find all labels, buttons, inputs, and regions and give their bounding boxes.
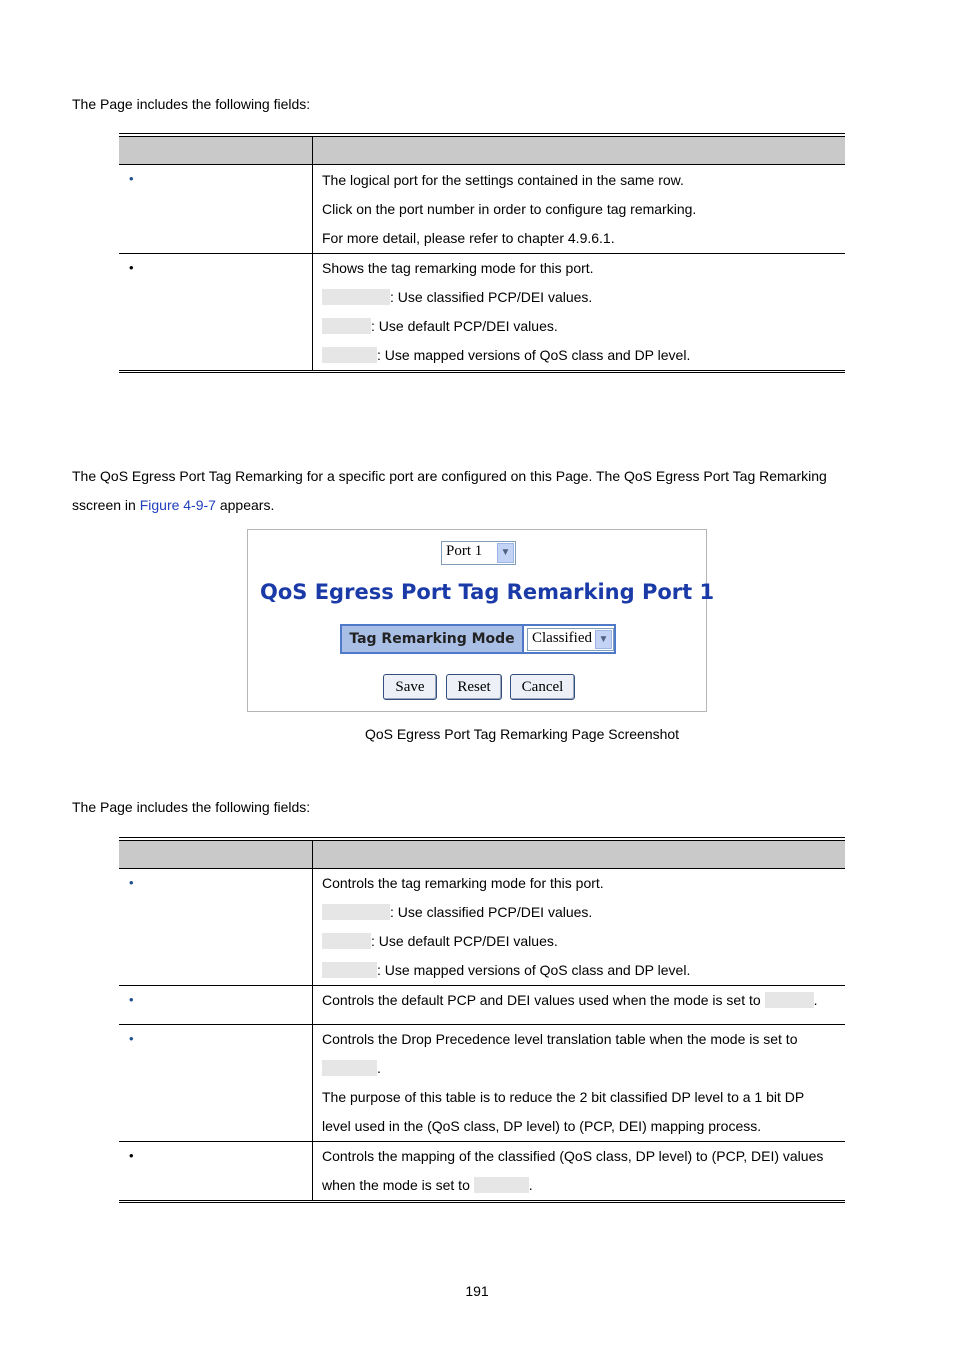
tag-remarking-mode-row xyxy=(340,624,616,654)
cell-text: For more detail, please refer to chapter 4.9.6.1. xyxy=(322,230,615,246)
cell-text: Click on the port number in order to configure tag remarking. xyxy=(322,201,697,217)
cell-text: : Use mapped versions of QoS class and DP level. xyxy=(377,962,691,978)
cell-text: when the mode is set to xyxy=(322,1177,470,1193)
redacted-term xyxy=(322,318,371,334)
table-row xyxy=(119,1025,845,1142)
cell-text: The purpose of this table is to reduce the 2 bit classified DP level to a 1 bit DP xyxy=(322,1089,805,1105)
cancel-button[interactable]: Cancel xyxy=(510,674,575,700)
redacted-term xyxy=(322,904,390,920)
tag-remarking-mode-select[interactable] xyxy=(527,628,614,651)
chevron-down-icon: ▼ xyxy=(497,543,514,563)
cell-text: Shows the tag remarking mode for this port. xyxy=(322,260,594,276)
fields-table-2 xyxy=(119,840,845,1203)
redacted-term xyxy=(322,1060,377,1076)
description-text: appears. xyxy=(215,497,275,513)
bullet-icon: • xyxy=(129,1148,134,1163)
figure-caption: QoS Egress Port Tag Remarking Page Screenshot xyxy=(364,726,680,742)
bullet-icon: • xyxy=(129,1031,134,1046)
reset-button[interactable]: Reset xyxy=(446,674,502,700)
intro-text-2: The Page includes the following fields: xyxy=(72,799,311,815)
table-row xyxy=(119,254,845,372)
cell-text: The logical port for the settings contained in the same row. xyxy=(322,172,684,188)
bullet-icon: • xyxy=(129,992,134,1007)
tag-remarking-mode-label: Tag Remarking Mode xyxy=(342,626,524,652)
redacted-term xyxy=(322,347,377,363)
fields-table-1 xyxy=(119,136,845,373)
cell-text: Controls the Drop Precedence level translation table when the mode is set to xyxy=(322,1031,798,1047)
qos-screenshot xyxy=(247,529,715,712)
mode-select-value: Classified xyxy=(532,630,592,646)
table-header xyxy=(119,137,845,165)
bullet-icon: • xyxy=(129,171,134,186)
cell-text: : Use default PCP/DEI values. xyxy=(371,933,558,949)
table-row xyxy=(119,1142,845,1202)
port-select-value: Port 1 xyxy=(446,543,483,559)
cell-text: : Use default PCP/DEI values. xyxy=(371,318,558,334)
cell-text: Controls the default PCP and DEI values used when the mode is set to xyxy=(322,992,761,1008)
page-number: 191 xyxy=(465,1283,489,1299)
description-line-2 xyxy=(72,491,274,520)
redacted-term xyxy=(765,992,814,1008)
description-line-1: The QoS Egress Port Tag Remarking for a specific port are configured on this Page. The QoS Egress Port Tag Remarking xyxy=(72,468,827,484)
chevron-down-icon: ▼ xyxy=(595,630,612,649)
redacted-term xyxy=(322,933,371,949)
table1-top-rule xyxy=(119,133,845,134)
cell-text: : Use classified PCP/DEI values. xyxy=(390,904,593,920)
table-row xyxy=(119,986,845,1025)
qos-page-title: QoS Egress Port Tag Remarking Port 1 xyxy=(260,580,715,604)
cell-text: . xyxy=(813,992,818,1008)
cell-text: level used in the (QoS class, DP level) to (PCP, DEI) mapping process. xyxy=(322,1118,762,1134)
redacted-term xyxy=(474,1177,529,1193)
table-row xyxy=(119,869,845,986)
table-header xyxy=(119,841,845,869)
redacted-term xyxy=(322,962,377,978)
bullet-icon: • xyxy=(129,875,134,890)
description-text: sscreen in xyxy=(72,497,140,513)
table2-top-rule xyxy=(119,837,845,838)
table-row xyxy=(119,165,845,254)
redacted-term xyxy=(322,289,390,305)
figure-link[interactable]: Figure 4-9-7 xyxy=(139,497,216,513)
cell-text: . xyxy=(528,1177,533,1193)
cell-text: Controls the mapping of the classified (QoS class, DP level) to (PCP, DEI) values xyxy=(322,1148,824,1164)
save-button[interactable]: Save xyxy=(383,674,437,700)
intro-text-1: The Page includes the following fields: xyxy=(72,96,311,112)
cell-text: . xyxy=(377,1060,381,1076)
bullet-icon: • xyxy=(129,260,134,275)
cell-text: : Use classified PCP/DEI values. xyxy=(390,289,593,305)
port-select[interactable] xyxy=(441,541,516,565)
cell-text: : Use mapped versions of QoS class and DP level. xyxy=(377,347,691,363)
cell-text: Controls the tag remarking mode for this port. xyxy=(322,875,604,891)
